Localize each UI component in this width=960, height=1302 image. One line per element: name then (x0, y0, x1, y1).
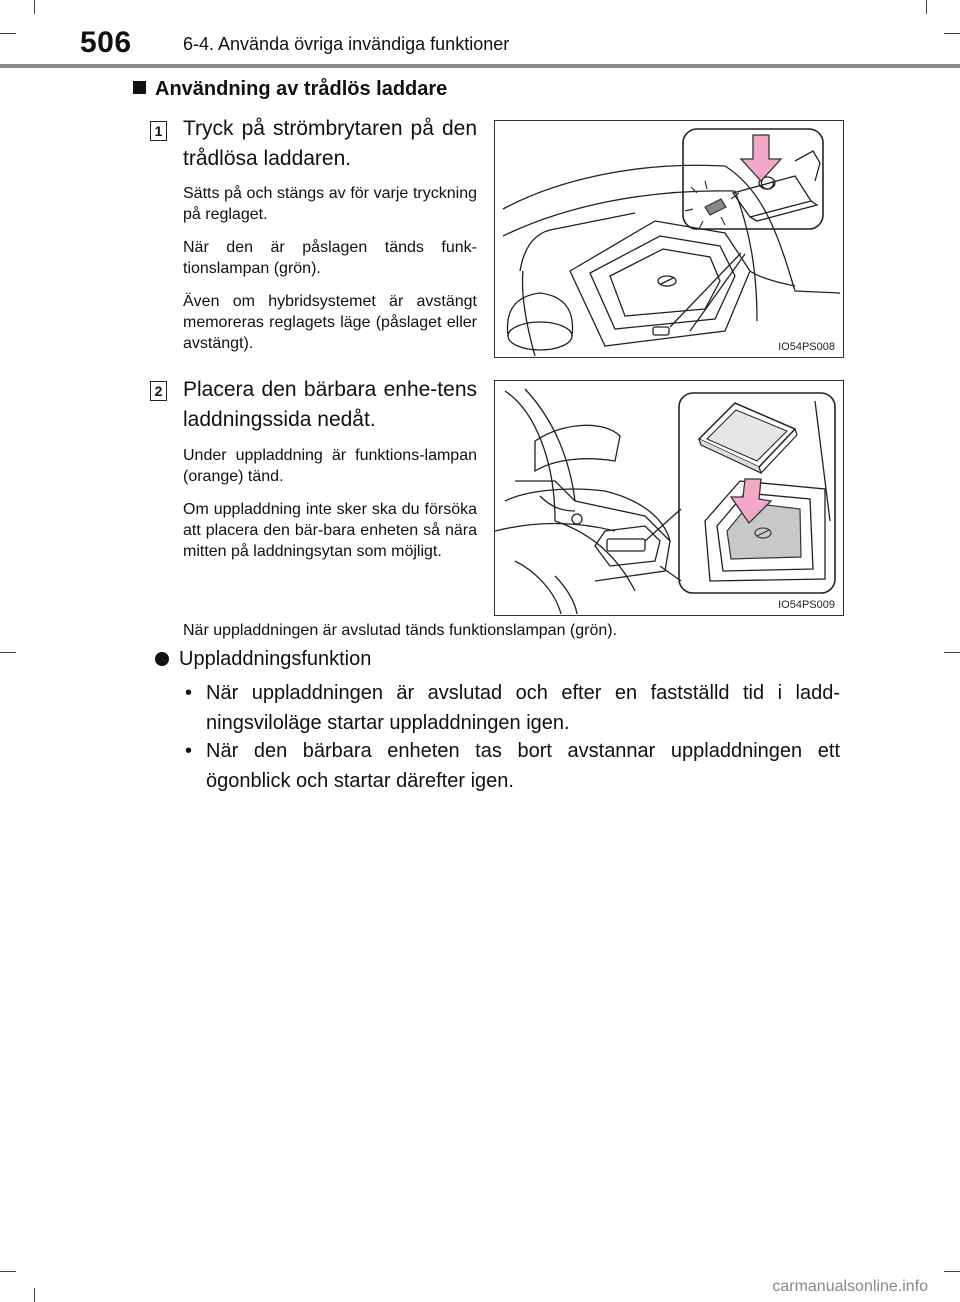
header-rule (0, 64, 960, 68)
place-device-illustration (495, 381, 842, 614)
completion-note: När uppladdningen är avslutad tänds funktionslampan (grön). (183, 622, 618, 639)
crop-mark (926, 0, 927, 14)
press-arrow-icon (741, 135, 781, 181)
step-instruction: Placera den bärbara enhe-tens laddningssida nedåt. (183, 378, 477, 431)
footer-watermark: carmanualsonline.info (772, 1278, 928, 1295)
crop-mark (34, 0, 35, 14)
list-item (185, 736, 840, 796)
list-item-text: När uppladdningen är avslutad och efter en fastställd tid i ladd-ningsviloläge startar uppladdningen igen. (206, 682, 840, 734)
list-item (185, 678, 840, 738)
step-note: Under uppladdning är funktions-lampan (orange) tänd. (183, 447, 477, 485)
step-note: Sätts på och stängs av för varje tryckning på reglaget. (183, 185, 477, 223)
figure-wireless-charger-switch (494, 120, 844, 358)
page-number: 506 (80, 26, 132, 59)
figure-code: IO54PS008 (778, 341, 835, 353)
recharge-heading-text: Uppladdningsfunktion (179, 648, 372, 670)
step-number-badge: 2 (150, 381, 167, 401)
recharge-heading (155, 648, 371, 671)
figure-place-device (494, 380, 844, 616)
square-bullet-icon (133, 81, 146, 94)
step-note: När den är påslagen tänds funk-tionslampan (grön). (183, 239, 477, 277)
figure-code: IO54PS009 (778, 599, 835, 611)
step-instruction: Tryck på strömbrytaren på den trådlösa laddaren. (183, 117, 477, 170)
section-title-text: Användning av trådlös laddare (155, 78, 448, 100)
step-note: Om uppladdning inte sker ska du försöka att placera den bär-bara enheten så nära mitten på laddningsytan som möjligt. (183, 501, 477, 560)
step-note: Även om hybridsystemet är avstängt memoreras reglagets läge (påslaget eller avstängt). (183, 293, 477, 352)
smartphone-icon (699, 403, 797, 473)
crop-mark (944, 1271, 960, 1272)
bullet-icon: • (185, 682, 193, 704)
crop-mark (0, 652, 16, 653)
chapter-title: 6-4. Använda övriga invändiga funktioner (183, 34, 510, 54)
crop-mark (0, 33, 16, 34)
crop-mark (0, 1271, 16, 1272)
step-number-badge: 1 (150, 121, 167, 141)
crop-mark (944, 652, 960, 653)
charger-switch-illustration (495, 121, 842, 356)
section-title (133, 78, 447, 101)
bullet-icon: • (185, 740, 193, 762)
list-item-text: När den bärbara enheten tas bort avstannar uppladdningen ett ögonblick och startar därefter igen. (206, 740, 840, 792)
bullet-dot-icon (155, 652, 169, 666)
crop-mark (34, 1288, 35, 1302)
crop-mark (944, 33, 960, 34)
